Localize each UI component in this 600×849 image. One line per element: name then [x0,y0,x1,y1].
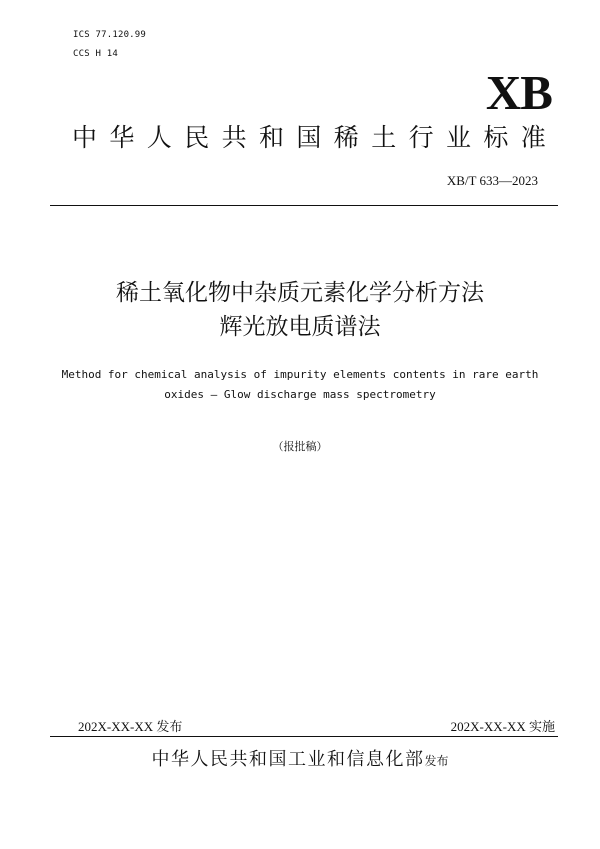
document-title-cn-line2: 辉光放电质谱法 [219,314,381,340]
ccs-code: CCS H 14 [73,49,118,59]
document-title-cn-line1: 稀土氧化物中杂质元素化学分析方法 [116,280,484,306]
standard-category-title: 中华人民共和国稀土行业标准 [72,123,559,152]
implement-date: 202X-XX-XX 实施 [450,719,555,734]
document-title-en-line2: oxides — Glow discharge mass spectrometry [164,388,436,401]
issuer-suffix: 发布 [424,754,449,768]
issuer-line [0,745,600,771]
top-divider [50,205,558,206]
draft-status: （报批稿） [272,440,328,453]
bottom-divider [50,736,558,737]
issuer-name: 中华人民共和国工业和信息化部 [151,749,425,770]
standard-number: XB/T 633—2023 [446,173,538,188]
publish-date: 202X-XX-XX 发布 [78,719,183,734]
ics-code: ICS 77.120.99 [73,30,147,40]
document-title-en-line1: Method for chemical analysis of impurity elements contents in rare earth [61,368,539,381]
standard-logo: XB [485,65,552,120]
